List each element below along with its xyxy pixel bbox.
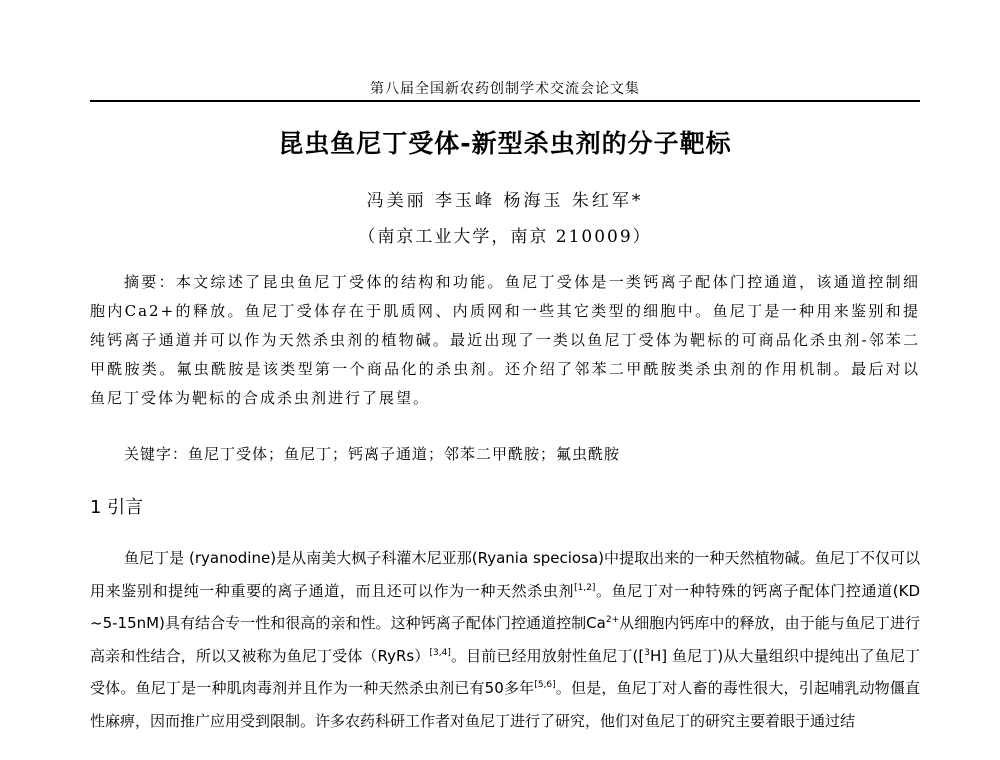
abstract: 摘要：本文综述了昆虫鱼尼丁受体的结构和功能。鱼尼丁受体是一类钙离子配体门控通道，该通道控制细胞内Ca2+的释放。鱼尼丁受体存在于肌质网、内质网和一些其它类型的细胞中。鱼尼丁是一种用来鉴别和提纯钙离子通道并可以作为天然杀虫剂的植物碱。最近出现了一类以鱼尼丁受体为靶标的可商品化杀虫剂-邻苯二甲酰胺类。氟虫酰胺是该类型第一个商品化的杀虫剂。还介绍了邻苯二甲酰胺类杀虫剂的作用机制。最后对以鱼尼丁受体为靶标的合成杀虫剂进行了展望。	[90, 273, 920, 407]
section-heading-introduction: 1 引言	[90, 497, 144, 518]
body-paragraph	[90, 542, 920, 737]
superscript-charge: 2+	[605, 615, 620, 625]
running-header: 第八届全国新农药创制学术交流会论文集	[370, 81, 640, 97]
citation: [1,2]	[574, 582, 596, 593]
superscript-isotope: 3	[644, 647, 650, 658]
paper-title: 昆虫鱼尼丁受体-新型杀虫剂的分子靶标	[278, 129, 732, 158]
body-text-segment: H] 鱼尼丁)从大量组织中提纯出了鱼尼丁受体。鱼尼丁是一种肌肉毒剂并且作为一种天然杀虫剂已有50多年	[90, 646, 920, 697]
affiliation: （南京工业大学，南京 210009）	[358, 227, 652, 247]
author-list: 冯美丽 李玉峰 杨海玉 朱红军*	[366, 191, 644, 211]
keywords: 关键字：鱼尼丁受体；鱼尼丁；钙离子通道；邻苯二甲酰胺；氟虫酰胺	[124, 445, 621, 463]
body-text-segment: 。鱼尼丁对一种特殊的钙离子配体门控通道(KD ~5-15nM)具有结合专一性和很高的亲和性。这种钙离子配体门控通道控制Ca	[90, 581, 920, 632]
citation: [3,4]	[429, 647, 451, 658]
header-rule	[90, 100, 920, 102]
citation: [5,6]	[534, 680, 556, 690]
body-text-segment: 。但是，鱼尼丁对人畜的毒性很大，引起哺乳动物僵直性麻痹，因而推广应用受到限制。许多农药科研工作者对鱼尼丁进行了研究，他们对鱼尼丁的研究主要着眼于通过结	[90, 679, 920, 730]
body-text-segment: 。目前已经用放射性鱼尼丁([	[450, 646, 645, 665]
body-text-segment: 从细胞内钙库中的释放，由于能与鱼尼丁进行高亲和性结合，所以又被称为鱼尼丁受体（RyRs）	[90, 614, 920, 665]
body-text-segment: 鱼尼丁是 (ryanodine)是从南美大枫子科灌木尼亚那(Ryania speciosa)中提取出来的一种天然植物碱。鱼尼丁不仅可以用来鉴别和提纯一种重要的离子通道，而且还可以作为一种天然杀虫剂	[90, 549, 920, 600]
